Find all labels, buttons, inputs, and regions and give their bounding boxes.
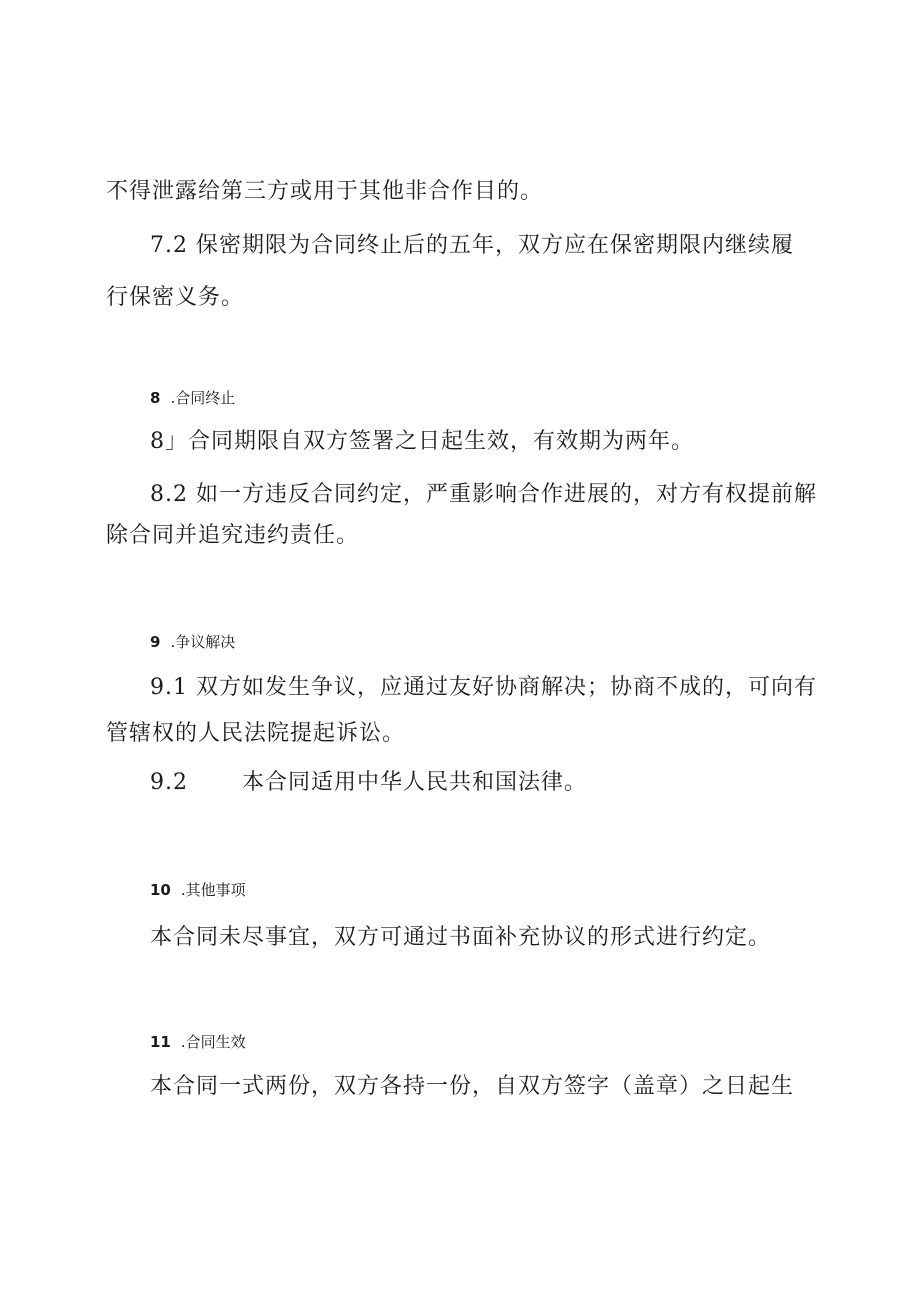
- section8-number: 8: [150, 389, 161, 407]
- clause-8-2-line2: 除合同并追究违约责任。: [106, 523, 360, 548]
- clause-8-2-line1: 8.2 如一方违反合同约定，严重影响合作进展的，对方有权提前解: [150, 482, 817, 507]
- clause-9-2-text: 本合同适用中华人民共和国法律。: [242, 770, 588, 795]
- clause-7-2-line1: 7.2 保密期限为合同终止后的五年，双方应在保密期限内继续履: [150, 233, 794, 258]
- clause-8-1: 8」合同期限自双方签署之日起生效，有效期为两年。: [150, 429, 694, 454]
- clause-9-1-line2: 管辖权的人民法院提起诉讼。: [106, 721, 406, 746]
- section11-title: .合同生效: [180, 1033, 246, 1051]
- section9-heading: [150, 632, 235, 652]
- section10-title: .其他事项: [180, 881, 246, 899]
- section11-number: 11: [150, 1033, 171, 1051]
- section9-number: 9: [150, 633, 161, 651]
- section7-continuation: 不得泄露给第三方或用于其他非合作目的。: [106, 179, 544, 204]
- clause-9-2-number: 9.2: [150, 770, 188, 795]
- clause-9-1-line1: 9.1 双方如发生争议，应通过友好协商解决；协商不成的，可向有: [150, 675, 817, 700]
- section8-heading: [150, 388, 235, 408]
- section10-heading: [150, 880, 246, 900]
- section8-title: .合同终止: [170, 389, 236, 407]
- clause-7-2-line2: 行保密义务。: [106, 285, 245, 310]
- section9-title: .争议解决: [170, 633, 236, 651]
- clause-9-2: [150, 768, 587, 798]
- section11-paragraph: 本合同一式两份，双方各持一份，自双方签字（盖章）之日起生: [150, 1074, 795, 1099]
- section10-number: 10: [150, 881, 171, 899]
- section10-paragraph: 本合同未尽事宜，双方可通过书面补充协议的形式进行约定。: [150, 925, 772, 950]
- section11-heading: [150, 1032, 246, 1052]
